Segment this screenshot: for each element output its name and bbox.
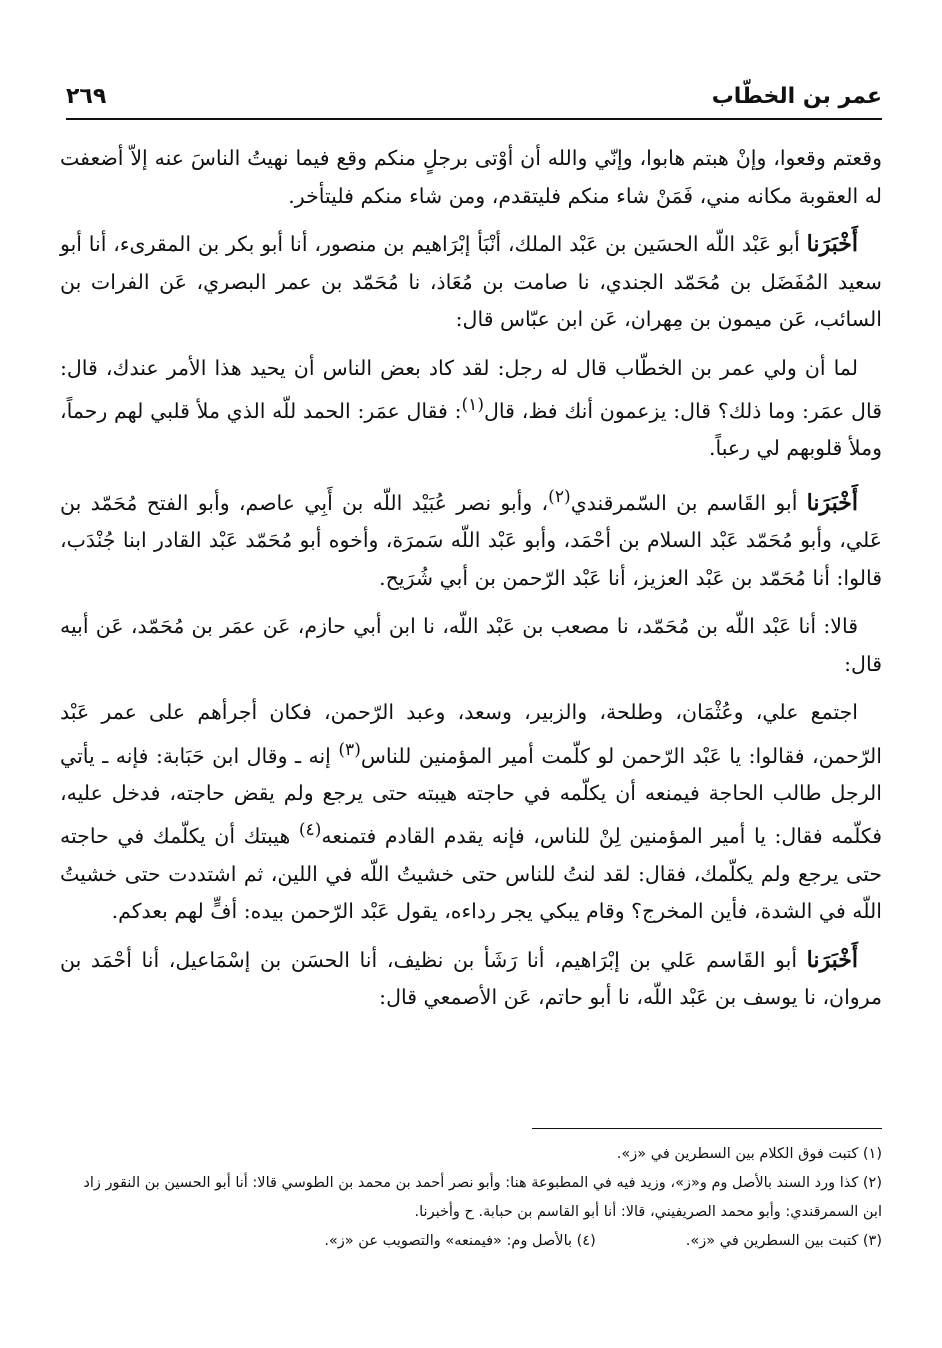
paragraph-3-text-a: لما أن ولي عمر بن الخطّاب قال له رجل: لقد كاد بعض الناس أن يحيد هذا الأمر عندك، قال: قال عمَر: وما ذلك؟ قال: يزعمون أنك فظ، قال bbox=[60, 355, 882, 423]
footnote-3: (٣) كتبت بين السطرين في «ز». bbox=[685, 1233, 882, 1249]
footnote-ref-3: (٣) bbox=[338, 739, 361, 760]
footnote-divider bbox=[532, 1128, 882, 1129]
footnote-ref-1: (١) bbox=[461, 395, 485, 415]
footnote-row-3-4 bbox=[60, 1227, 882, 1256]
isnad-lead-word: أَخْبَرَنا bbox=[806, 489, 858, 516]
paragraph-7-text: أبو القَاسم عَلي بن إبْرَاهيم، أنا رَشَأ بن نظيف، أنا الحسَن بن إسْمَاعيل، أنا أحْمَد بن مروان، نا يوسف بن عَبْد اللّه، نا أبو حاتم، عَن الأصمعي قال: bbox=[60, 947, 882, 1010]
paragraph-5 bbox=[60, 608, 882, 683]
running-header bbox=[66, 82, 882, 120]
paragraph-4 bbox=[60, 479, 882, 597]
paragraph-6-text-c: هيبتك أن يكلّمك في حاجته حتى يرجع ولم يكلّمك، فقال: لقد لنتُ للناس حتى خشيتُ اللّه في اللين، ثم اشتددت حتى خشيتُ اللّه في الشدة، فأين المخرج؟ وقام يبكي يجر رداءه، يقول عَبْد الرّحمن بيده: أفٍّ لهم بعدكم. bbox=[60, 824, 882, 924]
footnote-2: (٢) كذا ورد السند بالأصل وم و«ز»، وزيد فيه في المطبوعة هنا: وأبو نصر أحمد بن محمد بن الطوسي قالا: أنا أبو الحسين بن النقور زاد ابن السمرقندي: وأبو محمد الصريفيني، قالا: أنا أبو القاسم بن حبابة. ح وأخبرنا. bbox=[83, 1175, 882, 1220]
paragraph-2-text: أبو عَبْد اللّه الحسَين بن عَبْد الملك، أنْبَأ إبْرَاهيم بن منصور، أنا أبو بكر بن المقرىء، أنا أبو سعيد المُفَضَل بن مُحَمّد الجندي، نا صامت بن مُعَاذ، نا مُحَمّد بن عمر البصري، عَن الفرات بن السائب، عَن ميمون بن مِهران، عَن ابن عبّاس قال: bbox=[60, 232, 882, 331]
paragraph-2 bbox=[60, 226, 882, 339]
paragraph-3 bbox=[60, 350, 882, 468]
isnad-lead-word: أَخْبَرَنا bbox=[806, 946, 858, 973]
paragraph-6-text-b: إنه ـ وقال ابن حَبَابة: فإنه ـ يأتي الرجل طالب الحاجة فيمنعه أن يكلّمه في حاجته هيبته حتى يرجع ولم يقض حاجته، فدخل عليه، فكلّمه فقال: يا أمير المؤمنين لِنْ للناس، فإنه يقدم القادم فتمنعه bbox=[60, 743, 883, 849]
isnad-lead-word: أَخْبَرَنا bbox=[806, 231, 858, 257]
footnote-ref-4: (٤) bbox=[298, 820, 322, 841]
paragraph-1-text: وقعتم وقعوا، وإنْ هبتم هابوا، وإنّي والله أن أوْتى برجلٍ منكم وقع فيما نهيتُ الناسَ عنه إلاّ أضعفت له العقوبة مكانه مني، فَمَنْ شاء منكم فليتقدم، ومن شاء منكم فليتأخر. bbox=[60, 146, 882, 208]
paragraph-4-text-b: ، وأبو نصر عُبَيْد اللّه بن أَبِي عاصم، وأبو الفتح مُحَمّد بن عَلي، وأبو مُحَمّد عَبْد السلام بن أحْمَد، وأبو عَبْد اللّه سَمرَة، وأخوه أبو مُحَمّد عَبْد القادر ابنا جُنْدَب، قالوا: أنا مُحَمّد بن عَبْد العزيز، أنا عَبْد الرّحمن بن أبي شُرَيح. bbox=[60, 490, 882, 590]
paragraph-3-text-b: : فقال عمَر: الحمد للّه الذي ملأ قلبي لهم رحماً، وملأ قلوبهم لي رعباً. bbox=[60, 398, 882, 461]
paragraph-4-text-a: أبو القَاسم بن السّمرقندي bbox=[570, 490, 807, 515]
footnote-1: (١) كتبت فوق الكلام بين السطرين في «ز». bbox=[616, 1146, 882, 1162]
main-text bbox=[60, 140, 882, 1028]
footnote-ref-2: (٢) bbox=[548, 486, 571, 507]
paragraph-5-text: قالا: أنا عَبْد اللّه بن مُحَمّد، نا مصعب بن عَبْد اللّه، نا ابن أبي حازم، عَن عمَر بن مُحَمّد، عَن أبيه قال: bbox=[60, 614, 882, 676]
footnote-4: (٤) بالأصل وم: «فيمنعه» والتصويب عن «ز». bbox=[324, 1233, 596, 1249]
running-title: عمر بن الخطّاب bbox=[711, 84, 882, 109]
footnotes bbox=[60, 1140, 882, 1256]
page-number: ٢٦٩ bbox=[66, 84, 107, 109]
paragraph-7 bbox=[60, 942, 882, 1017]
paragraph-6-text-a: اجتمع علي، وعُثْمَان، وطلحة، والزبير، وسعد، وعبد الرّحمن، فكان أجرأهم على عمر عَبْد الرّحمن، فقالوا: يا عَبْد الرّحمن لو كلّمت أمير المؤمنين للناس bbox=[60, 700, 882, 768]
paragraph-1 bbox=[60, 140, 882, 215]
paragraph-6 bbox=[60, 694, 882, 931]
